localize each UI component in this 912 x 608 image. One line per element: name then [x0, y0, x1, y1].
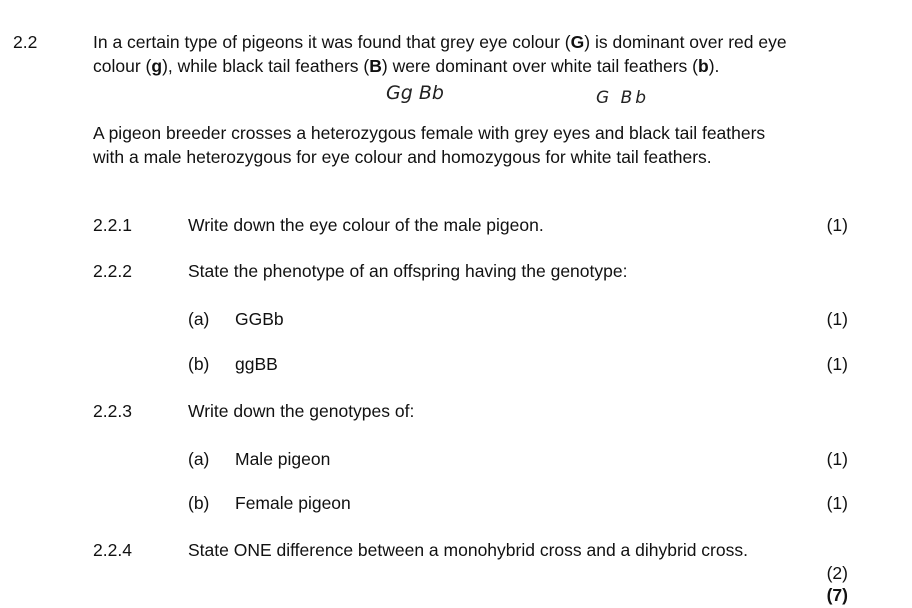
part-text: GGBb: [235, 309, 284, 329]
allele-b: b: [698, 56, 709, 76]
subquestion-text: State the phenotype of an offspring having the genotype:: [188, 261, 628, 281]
subquestion-text: Write down the eye colour of the male pigeon.: [188, 215, 544, 235]
allele-g: g: [151, 56, 163, 76]
marks: (2): [826, 563, 848, 583]
question-scenario: A pigeon breeder crosses a heterozygous female with grey eyes and black tail feathers with a male heterozygous for eye colour and homozygous for white tail feathers.: [93, 123, 766, 167]
intro-text: ) were dominant over white tail feathers (: [381, 56, 698, 76]
subquestion-number: 2.2.1: [93, 215, 132, 235]
intro-text: ) is dominant over red eye colour (: [93, 32, 787, 76]
subquestion-text: Write down the genotypes of:: [188, 401, 415, 421]
subquestion-text: State ONE difference between a monohybrid cross and a dihybrid cross.: [188, 540, 748, 560]
intro-text: ).: [708, 56, 720, 76]
part-label: (b): [188, 493, 210, 513]
question-number: 2.2: [13, 32, 38, 52]
part-label: (a): [188, 309, 210, 329]
allele-B: B: [369, 56, 382, 76]
marks: (1): [826, 215, 848, 235]
handwritten-note-female: Gg Bb: [386, 82, 444, 104]
part-text: ggBB: [235, 354, 278, 374]
subquestion-number: 2.2.2: [93, 261, 132, 281]
total-marks: (7): [826, 585, 848, 605]
part-text: Male pigeon: [235, 449, 331, 469]
subquestion-number: 2.2.4: [93, 540, 132, 560]
intro-text: In a certain type of pigeons it was found that grey eye colour (: [93, 32, 571, 52]
part-label: (b): [188, 354, 210, 374]
marks: (1): [826, 449, 848, 469]
part-text: Female pigeon: [235, 493, 351, 513]
allele-G: G: [570, 32, 585, 52]
intro-text: ), while black tail feathers (: [162, 56, 370, 76]
subquestion-number: 2.2.3: [93, 401, 132, 421]
marks: (1): [826, 493, 848, 513]
marks: (1): [826, 309, 848, 329]
part-label: (a): [188, 449, 210, 469]
handwritten-note-male: G Bb: [596, 88, 650, 108]
question-intro: [93, 30, 798, 78]
marks: (1): [826, 354, 848, 374]
